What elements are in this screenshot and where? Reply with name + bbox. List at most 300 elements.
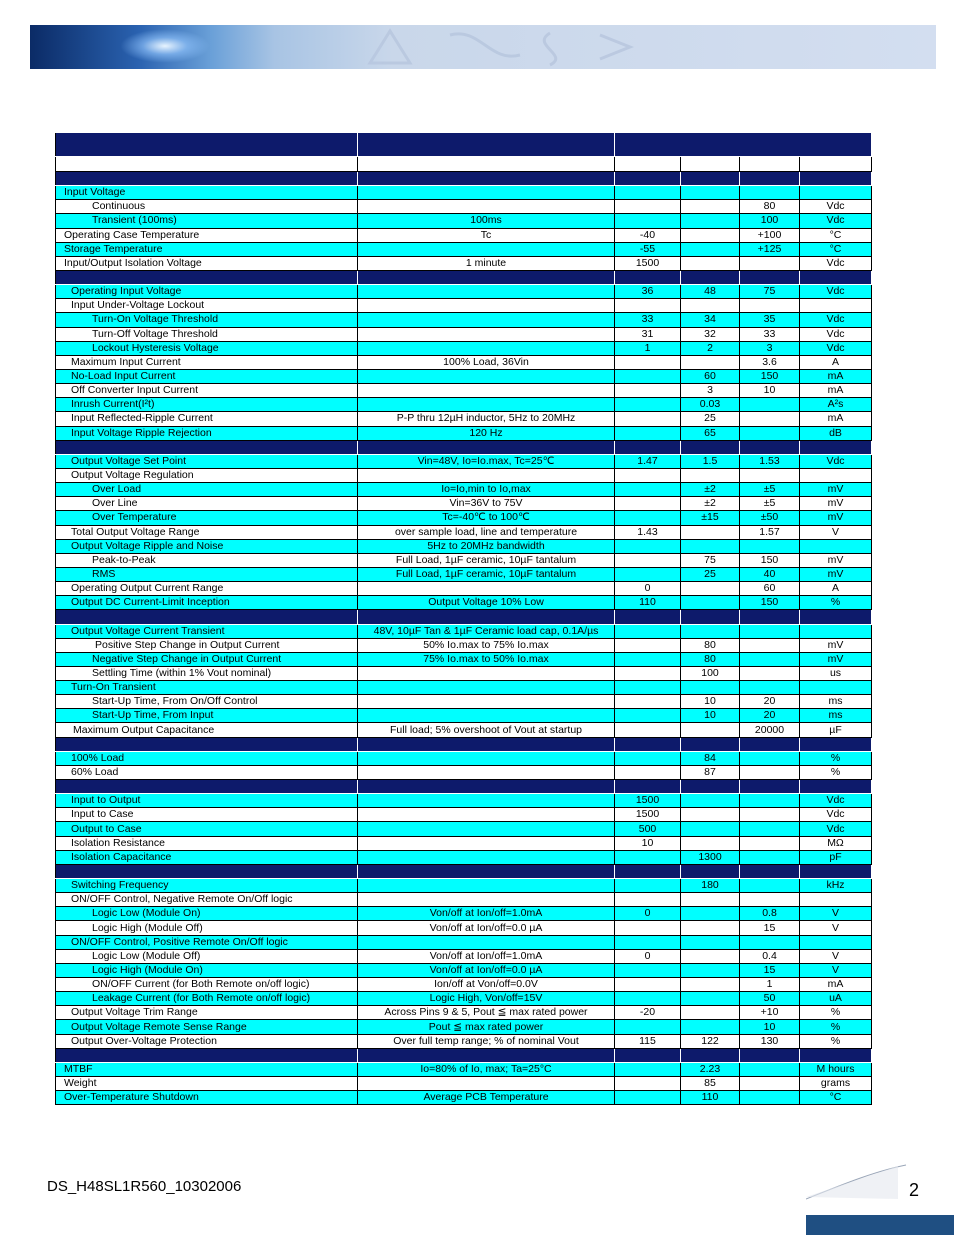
table-row <box>56 369 872 383</box>
max-cell <box>740 186 800 200</box>
typ-cell <box>681 539 740 553</box>
empty-cell <box>615 780 681 794</box>
notes-cell <box>358 341 615 355</box>
electrical-specifications-table <box>55 132 872 1105</box>
typ-cell: 25 <box>681 412 740 426</box>
empty-cell <box>56 133 358 157</box>
units-cell: V <box>800 963 872 977</box>
units-cell <box>800 186 872 200</box>
parameter-cell: Output Over-Voltage Protection <box>56 1034 358 1048</box>
units-cell: µF <box>800 723 872 737</box>
max-cell: 0.4 <box>740 949 800 963</box>
parameter-cell: Logic Low (Module On) <box>56 907 358 921</box>
typ-cell: 75 <box>681 553 740 567</box>
table-row <box>56 426 872 440</box>
units-cell <box>800 893 872 907</box>
typ-cell <box>681 681 740 695</box>
min-cell <box>615 1062 681 1076</box>
units-cell: mV <box>800 567 872 581</box>
min-cell: 1.47 <box>615 454 681 468</box>
typ-cell: 2.23 <box>681 1062 740 1076</box>
min-cell <box>615 751 681 765</box>
min-cell: 0 <box>615 907 681 921</box>
section-header-bar <box>56 440 872 454</box>
notes-cell: Full Load, 1µF ceramic, 10µF tantalum <box>358 553 615 567</box>
typ-cell: 180 <box>681 879 740 893</box>
empty-cell <box>800 610 872 624</box>
table-row <box>56 355 872 369</box>
typ-cell <box>681 992 740 1006</box>
min-cell: 0 <box>615 582 681 596</box>
min-cell <box>615 299 681 313</box>
table-row <box>56 681 872 695</box>
min-cell <box>615 1091 681 1105</box>
empty-cell <box>358 157 615 172</box>
min-cell <box>615 1077 681 1091</box>
table-row <box>56 1077 872 1091</box>
units-cell: ms <box>800 695 872 709</box>
units-cell: mA <box>800 412 872 426</box>
min-cell <box>615 978 681 992</box>
min-cell <box>615 709 681 723</box>
parameter-cell: Continuous <box>56 200 358 214</box>
min-cell <box>615 992 681 1006</box>
table-row <box>56 822 872 836</box>
max-cell: 60 <box>740 582 800 596</box>
min-cell <box>615 681 681 695</box>
parameter-cell: 60% Load <box>56 765 358 779</box>
units-cell: mA <box>800 369 872 383</box>
max-cell: 15 <box>740 921 800 935</box>
empty-cell <box>800 270 872 284</box>
units-cell: °C <box>800 1091 872 1105</box>
table-row <box>56 468 872 482</box>
min-cell <box>615 666 681 680</box>
parameter-cell: Over Temperature <box>56 511 358 525</box>
notes-cell: 100ms <box>358 214 615 228</box>
parameter-cell: Input to Output <box>56 794 358 808</box>
table-row <box>56 483 872 497</box>
notes-cell <box>358 186 615 200</box>
table-row <box>56 214 872 228</box>
typ-cell <box>681 228 740 242</box>
empty-cell <box>615 157 681 172</box>
units-cell: Vdc <box>800 822 872 836</box>
table-row <box>56 285 872 299</box>
empty-cell <box>615 270 681 284</box>
min-cell <box>615 935 681 949</box>
parameter-cell: Maximum Input Current <box>56 355 358 369</box>
typ-cell: 34 <box>681 313 740 327</box>
table-row <box>56 836 872 850</box>
typ-cell <box>681 525 740 539</box>
max-cell: 130 <box>740 1034 800 1048</box>
min-cell <box>615 468 681 482</box>
parameter-cell: Start-Up Time, From On/Off Control <box>56 695 358 709</box>
table-row <box>56 242 872 256</box>
parameter-cell: Start-Up Time, From Input <box>56 709 358 723</box>
section-header-bar <box>56 780 872 794</box>
max-cell: 1 <box>740 978 800 992</box>
empty-cell <box>740 270 800 284</box>
parameter-cell: Settling Time (within 1% Vout nominal) <box>56 666 358 680</box>
typ-cell: ±2 <box>681 483 740 497</box>
typ-cell <box>681 808 740 822</box>
units-cell: mV <box>800 553 872 567</box>
table-row <box>56 454 872 468</box>
table-row <box>56 808 872 822</box>
parameter-cell: Logic Low (Module Off) <box>56 949 358 963</box>
min-cell <box>615 624 681 638</box>
table-row <box>56 794 872 808</box>
max-cell: 100 <box>740 214 800 228</box>
max-cell <box>740 879 800 893</box>
table-row <box>56 695 872 709</box>
parameter-cell: Output Voltage Current Transient <box>56 624 358 638</box>
units-cell: ms <box>800 709 872 723</box>
max-cell <box>740 638 800 652</box>
units-cell: mV <box>800 483 872 497</box>
min-cell <box>615 893 681 907</box>
table-row <box>56 723 872 737</box>
max-cell <box>740 299 800 313</box>
max-cell: 20 <box>740 695 800 709</box>
parameter-cell: Transient (100ms) <box>56 214 358 228</box>
table-row <box>56 1034 872 1048</box>
units-cell: dB <box>800 426 872 440</box>
max-cell: 20000 <box>740 723 800 737</box>
notes-cell: 100% Load, 36Vin <box>358 355 615 369</box>
min-cell <box>615 921 681 935</box>
table-row <box>56 327 872 341</box>
empty-cell <box>358 1048 615 1062</box>
min-cell <box>615 186 681 200</box>
typ-cell <box>681 963 740 977</box>
notes-cell: Output Voltage 10% Low <box>358 596 615 610</box>
units-cell: uA <box>800 992 872 1006</box>
parameter-cell: Inrush Current(I²t) <box>56 398 358 412</box>
max-cell <box>740 539 800 553</box>
empty-cell <box>800 157 872 172</box>
parameter-cell: Leakage Current (for Both Remote on/off logic) <box>56 992 358 1006</box>
typ-cell: 110 <box>681 1091 740 1105</box>
max-cell: 20 <box>740 709 800 723</box>
notes-cell: Logic High, Von/off=15V <box>358 992 615 1006</box>
typ-cell: 48 <box>681 285 740 299</box>
max-cell: 75 <box>740 285 800 299</box>
typ-cell: 10 <box>681 709 740 723</box>
notes-cell: Io=80% of Io, max; Ta=25°C <box>358 1062 615 1076</box>
typ-cell: 84 <box>681 751 740 765</box>
typ-cell <box>681 582 740 596</box>
notes-cell <box>358 709 615 723</box>
typ-cell <box>681 1020 740 1034</box>
units-cell <box>800 624 872 638</box>
units-cell: Vdc <box>800 327 872 341</box>
table-row <box>56 1020 872 1034</box>
parameter-cell: Isolation Capacitance <box>56 850 358 864</box>
units-cell: Vdc <box>800 808 872 822</box>
empty-cell <box>800 864 872 878</box>
empty-cell <box>358 440 615 454</box>
table-row <box>56 751 872 765</box>
table-row <box>56 582 872 596</box>
units-cell: % <box>800 1006 872 1020</box>
units-cell: pF <box>800 850 872 864</box>
section-header-bar <box>56 133 872 157</box>
notes-cell <box>358 384 615 398</box>
min-cell: 0 <box>615 949 681 963</box>
empty-cell <box>56 737 358 751</box>
notes-cell <box>358 468 615 482</box>
parameter-cell: Maximum Output Capacitance <box>56 723 358 737</box>
typ-cell <box>681 624 740 638</box>
min-cell <box>615 963 681 977</box>
typ-cell <box>681 299 740 313</box>
min-cell <box>615 539 681 553</box>
empty-cell <box>800 172 872 186</box>
empty-cell <box>681 270 740 284</box>
units-cell: Vdc <box>800 313 872 327</box>
parameter-cell: Total Output Voltage Range <box>56 525 358 539</box>
min-cell <box>615 426 681 440</box>
empty-cell <box>358 270 615 284</box>
table-row <box>56 313 872 327</box>
typ-cell: 80 <box>681 652 740 666</box>
units-cell: V <box>800 907 872 921</box>
table-row <box>56 963 872 977</box>
table-row <box>56 921 872 935</box>
typ-cell: 1300 <box>681 850 740 864</box>
parameter-cell: Output DC Current-Limit Inception <box>56 596 358 610</box>
parameter-cell: Output Voltage Set Point <box>56 454 358 468</box>
notes-cell: over sample load, line and temperature <box>358 525 615 539</box>
table-row <box>56 893 872 907</box>
parameter-cell: No-Load Input Current <box>56 369 358 383</box>
table-row <box>56 879 872 893</box>
empty-cell <box>800 780 872 794</box>
max-cell <box>740 468 800 482</box>
min-cell: 31 <box>615 327 681 341</box>
notes-cell <box>358 369 615 383</box>
parameter-cell: RMS <box>56 567 358 581</box>
units-cell: Vdc <box>800 214 872 228</box>
min-cell: 1500 <box>615 256 681 270</box>
units-cell: % <box>800 1020 872 1034</box>
table-row <box>56 398 872 412</box>
notes-cell: Io=Io,min to Io,max <box>358 483 615 497</box>
parameter-cell: MTBF <box>56 1062 358 1076</box>
empty-cell <box>800 440 872 454</box>
units-cell: MΩ <box>800 836 872 850</box>
max-cell: +100 <box>740 228 800 242</box>
header-banner <box>30 25 936 69</box>
max-cell <box>740 426 800 440</box>
table-row <box>56 652 872 666</box>
notes-cell <box>358 893 615 907</box>
empty-cell <box>358 172 615 186</box>
min-cell: 36 <box>615 285 681 299</box>
typ-cell: 2 <box>681 341 740 355</box>
table-row <box>56 850 872 864</box>
notes-cell: Pout ≦ max rated power <box>358 1020 615 1034</box>
typ-cell <box>681 1006 740 1020</box>
table-row <box>56 553 872 567</box>
units-cell: V <box>800 921 872 935</box>
units-cell: % <box>800 1034 872 1048</box>
max-cell: 150 <box>740 369 800 383</box>
parameter-cell: Input Under-Voltage Lockout <box>56 299 358 313</box>
max-cell: 15 <box>740 963 800 977</box>
typ-cell: 60 <box>681 369 740 383</box>
typ-cell <box>681 596 740 610</box>
typ-cell <box>681 200 740 214</box>
units-cell: A <box>800 355 872 369</box>
empty-cell <box>615 864 681 878</box>
units-cell: % <box>800 751 872 765</box>
max-cell <box>740 935 800 949</box>
min-cell: -55 <box>615 242 681 256</box>
table-row <box>56 765 872 779</box>
typ-cell: 1.5 <box>681 454 740 468</box>
parameter-cell: Input Reflected-Ripple Current <box>56 412 358 426</box>
units-cell <box>800 681 872 695</box>
empty-cell <box>681 610 740 624</box>
min-cell: -40 <box>615 228 681 242</box>
units-cell: Vdc <box>800 200 872 214</box>
document-code: DS_H48SL1R560_10302006 <box>47 1178 242 1195</box>
notes-cell: 120 Hz <box>358 426 615 440</box>
notes-cell: Vin=48V, Io=Io.max, Tc=25℃ <box>358 454 615 468</box>
max-cell <box>740 1091 800 1105</box>
typ-cell <box>681 794 740 808</box>
empty-cell <box>358 133 615 157</box>
max-cell <box>740 1062 800 1076</box>
max-cell <box>740 652 800 666</box>
notes-cell: Von/off at Ion/off=1.0mA <box>358 907 615 921</box>
typ-cell <box>681 723 740 737</box>
max-cell: 80 <box>740 200 800 214</box>
table-row <box>56 1062 872 1076</box>
parameter-cell: Operating Input Voltage <box>56 285 358 299</box>
min-cell <box>615 567 681 581</box>
units-cell: M hours <box>800 1062 872 1076</box>
units-cell <box>800 935 872 949</box>
empty-cell <box>358 610 615 624</box>
empty-cell <box>681 864 740 878</box>
table-row <box>56 299 872 313</box>
typ-cell: 10 <box>681 695 740 709</box>
empty-cell <box>800 1048 872 1062</box>
notes-cell: 75% Io.max to 50% Io.max <box>358 652 615 666</box>
notes-cell <box>358 765 615 779</box>
empty-cell <box>56 172 358 186</box>
parameter-cell: Lockout Hysteresis Voltage <box>56 341 358 355</box>
notes-cell: P-P thru 12µH inductor, 5Hz to 20MHz <box>358 412 615 426</box>
notes-cell <box>358 582 615 596</box>
parameter-cell: Over-Temperature Shutdown <box>56 1091 358 1105</box>
parameter-cell: 100% Load <box>56 751 358 765</box>
parameter-cell: Input Voltage Ripple Rejection <box>56 426 358 440</box>
notes-cell <box>358 850 615 864</box>
max-cell: 33 <box>740 327 800 341</box>
max-cell <box>740 751 800 765</box>
typ-cell: 80 <box>681 638 740 652</box>
table-row <box>56 907 872 921</box>
units-cell: Vdc <box>800 285 872 299</box>
empty-cell <box>681 780 740 794</box>
empty-cell <box>358 737 615 751</box>
empty-cell <box>681 737 740 751</box>
table-row <box>56 256 872 270</box>
spec-table-body <box>56 133 872 1105</box>
parameter-cell: Weight <box>56 1077 358 1091</box>
min-cell <box>615 200 681 214</box>
typ-cell: 87 <box>681 765 740 779</box>
table-row <box>56 949 872 963</box>
parameter-cell: Over Line <box>56 497 358 511</box>
max-cell <box>740 794 800 808</box>
typ-cell <box>681 355 740 369</box>
max-cell: ±50 <box>740 511 800 525</box>
min-cell: 1500 <box>615 794 681 808</box>
units-cell: kHz <box>800 879 872 893</box>
table-row <box>56 412 872 426</box>
empty-cell <box>56 864 358 878</box>
parameter-cell: ON/OFF Current (for Both Remote on/off logic) <box>56 978 358 992</box>
table-row <box>56 539 872 553</box>
empty-cell <box>615 172 681 186</box>
max-cell: 150 <box>740 596 800 610</box>
min-cell <box>615 765 681 779</box>
table-row <box>56 525 872 539</box>
section-header-bar <box>56 1048 872 1062</box>
table-row <box>56 935 872 949</box>
units-cell: Vdc <box>800 454 872 468</box>
min-cell <box>615 850 681 864</box>
empty-cell <box>740 440 800 454</box>
parameter-cell: Off Converter Input Current <box>56 384 358 398</box>
min-cell <box>615 511 681 525</box>
table-row <box>56 638 872 652</box>
corner-decoration <box>806 1163 954 1235</box>
notes-cell <box>358 695 615 709</box>
typ-cell <box>681 907 740 921</box>
max-cell: ±5 <box>740 497 800 511</box>
parameter-cell: Positive Step Change in Output Current <box>56 638 358 652</box>
min-cell <box>615 879 681 893</box>
min-cell <box>615 695 681 709</box>
units-cell: mV <box>800 511 872 525</box>
parameter-cell: ON/OFF Control, Negative Remote On/Off logic <box>56 893 358 907</box>
min-cell <box>615 553 681 567</box>
empty-cell <box>740 864 800 878</box>
min-cell <box>615 398 681 412</box>
max-cell <box>740 681 800 695</box>
notes-cell <box>358 666 615 680</box>
units-cell: Vdc <box>800 256 872 270</box>
empty-cell <box>56 780 358 794</box>
min-cell <box>615 497 681 511</box>
units-cell: V <box>800 949 872 963</box>
empty-cell <box>615 440 681 454</box>
min-cell: 115 <box>615 1034 681 1048</box>
max-cell: 1.57 <box>740 525 800 539</box>
empty-cell <box>615 1048 681 1062</box>
min-cell <box>615 355 681 369</box>
units-cell: mV <box>800 638 872 652</box>
table-row <box>56 228 872 242</box>
